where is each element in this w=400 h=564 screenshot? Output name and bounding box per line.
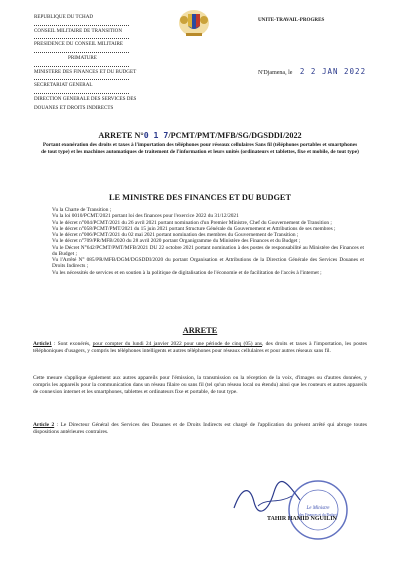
presidency-line: PRESIDENCE DU CONSEIL MILITAIRE: [34, 41, 123, 48]
decree-number: 0 1 7: [143, 130, 169, 140]
divider: [34, 24, 129, 26]
svg-text:Le Ministre: Le Ministre: [306, 506, 330, 511]
decree-title: [0, 130, 400, 140]
article-1-paragraph-2: Cette mesure s'applique également aux autres appareils pour l'émission, la transmission ou la réception de la voix, d'images ou d'autres données, y compris les appareils pour la communication dans un réseau filaire ou sans fil (tel qu'un réseau local ou étendu) ainsi que les routeurs et autres appareils de connexion internet et les smartphones, tablettes et ordinateurs fixe et portable, de tout type.: [33, 375, 367, 395]
article-1: [33, 341, 367, 355]
signatory-name: TAHIR HAMID NGUILIN: [267, 516, 337, 522]
direction-line-1: DIRECTION GENERALE DES SERVICES DES: [34, 96, 137, 103]
divider: [34, 92, 129, 94]
article-2-text: : Le Directeur Général des Services des Douanes et de Droits Indirects est chargé de l'application du présent arrêté qui abroge toutes dispositions antérieures contraires.: [33, 422, 367, 435]
article-1-text: : Sont exonérés,: [51, 341, 93, 347]
consideration-item: Vu le décret n°006/PCMT/2021 du 02 mai 2021 portant nomination des membres du Gouvernement de Transition ;: [52, 232, 299, 238]
consideration-item: Vu le décret n°058/PCMT/PMT/2021 du 15 juin 2021 portant Structure Générale du Gouvernement et Attributions de ses membres ;: [52, 225, 336, 232]
consideration-item: Vu le décret n°709/PR/MFB/2020 du 28 avril 2020 portant Organigramme du Ministère des Finances et du Budget ;: [52, 238, 301, 245]
article-2-label: Article 2: [33, 422, 55, 428]
article-1-label: Article1: [33, 341, 52, 347]
council-line: CONSEIL MILITAIRE DE TRANSITION: [34, 27, 123, 34]
svg-text:des Finances et du Budget: des Finances et du Budget: [299, 513, 337, 517]
primature-line: PRIMATURE: [68, 55, 97, 62]
place-date: [258, 67, 366, 76]
place-label: N'Djamena, le: [258, 70, 293, 76]
issuing-authority-block: [34, 15, 174, 115]
consideration-item: Vu l'Arrêté N° 085/PR/MFB/DGM/DGSDDI/2020 du portant Organisation et Attributions de la Direction Générale des Services Douanes et Droits Indirects ;: [52, 257, 364, 270]
consideration-item: Vu le Décret N°642/PCMT/PMT/MFB/2021 DU 22 octobre 2021 portant nomination à des postes de responsabilité au Ministère des Finances et du Budget ;: [52, 244, 364, 257]
considerations-list: [52, 207, 364, 276]
consideration-item: Vu les nécessités de services et en soutien à la politique de digitalisation de l'économie et de facilitation de l'accès à l'internet ;: [52, 269, 322, 276]
divider: [34, 65, 129, 67]
decree-title-suffix: /PCMT/PMT/MFB/SG/DGSDDI/2022: [168, 131, 302, 140]
secretariat-line: SECRETARIAT GENERAL: [34, 82, 93, 89]
divider: [34, 51, 129, 53]
article-2: [33, 422, 367, 436]
national-motto: UNITE-TRAVAIL-PROGRES: [258, 17, 325, 23]
consideration-item: Vu la loi 0010/PCMT/2021 portant loi des finances pour l'exercice 2022 du 31/12/2021: [52, 213, 239, 220]
direction-line-2: DOUANES ET DROITS INDIRECTS: [34, 104, 114, 111]
republic-line: REPUBLIQUE DU TCHAD: [34, 14, 94, 20]
date-stamp: 2 2 JAN 2022: [299, 67, 367, 76]
coat-of-arms-icon: [176, 4, 212, 40]
decree-title-prefix: ARRETE N°: [98, 131, 144, 140]
article-1-period: pour compter du lundi 24 janvier 2022 pour une période de cinq (05) ans: [92, 341, 263, 347]
article-1-text-cont: , des droits et taxes à l'importation, les postes téléphoniques d'usagers, y compris les téléphones intelligents et autres téléphones pour réseaux cellulaires et pour autres réseaux sans fil.: [33, 341, 367, 354]
divider: [34, 37, 129, 39]
consideration-item: Vu le décret n°004/PCMT/2021 du 26 avril 2021 portant nomination d'un Premier Ministre, Chef du Gouvernement de Transition ;: [52, 219, 332, 226]
arrete-heading: [0, 326, 400, 335]
minister-heading: LE MINISTRE DES FINANCES ET DU BUDGET: [109, 193, 291, 202]
arrete-heading-text: ARRETE: [182, 326, 218, 335]
ministry-line: MINISTERE DES FINANCES ET DU BUDGET: [34, 68, 137, 75]
consideration-item: Vu la Charte de Transition ;: [52, 207, 112, 213]
divider: [34, 78, 129, 80]
decree-subject: Portant exonération des droits et taxes à l'importation des téléphones pour réseaux cellulaires Sans fil (téléphones portables et smartphones de tout type) et les machines automatiques de traitement de l'information et leurs unités (ordinateurs et tablettes, fixe et mobile, de tout type): [41, 142, 359, 156]
official-stamp-icon: [286, 478, 350, 542]
